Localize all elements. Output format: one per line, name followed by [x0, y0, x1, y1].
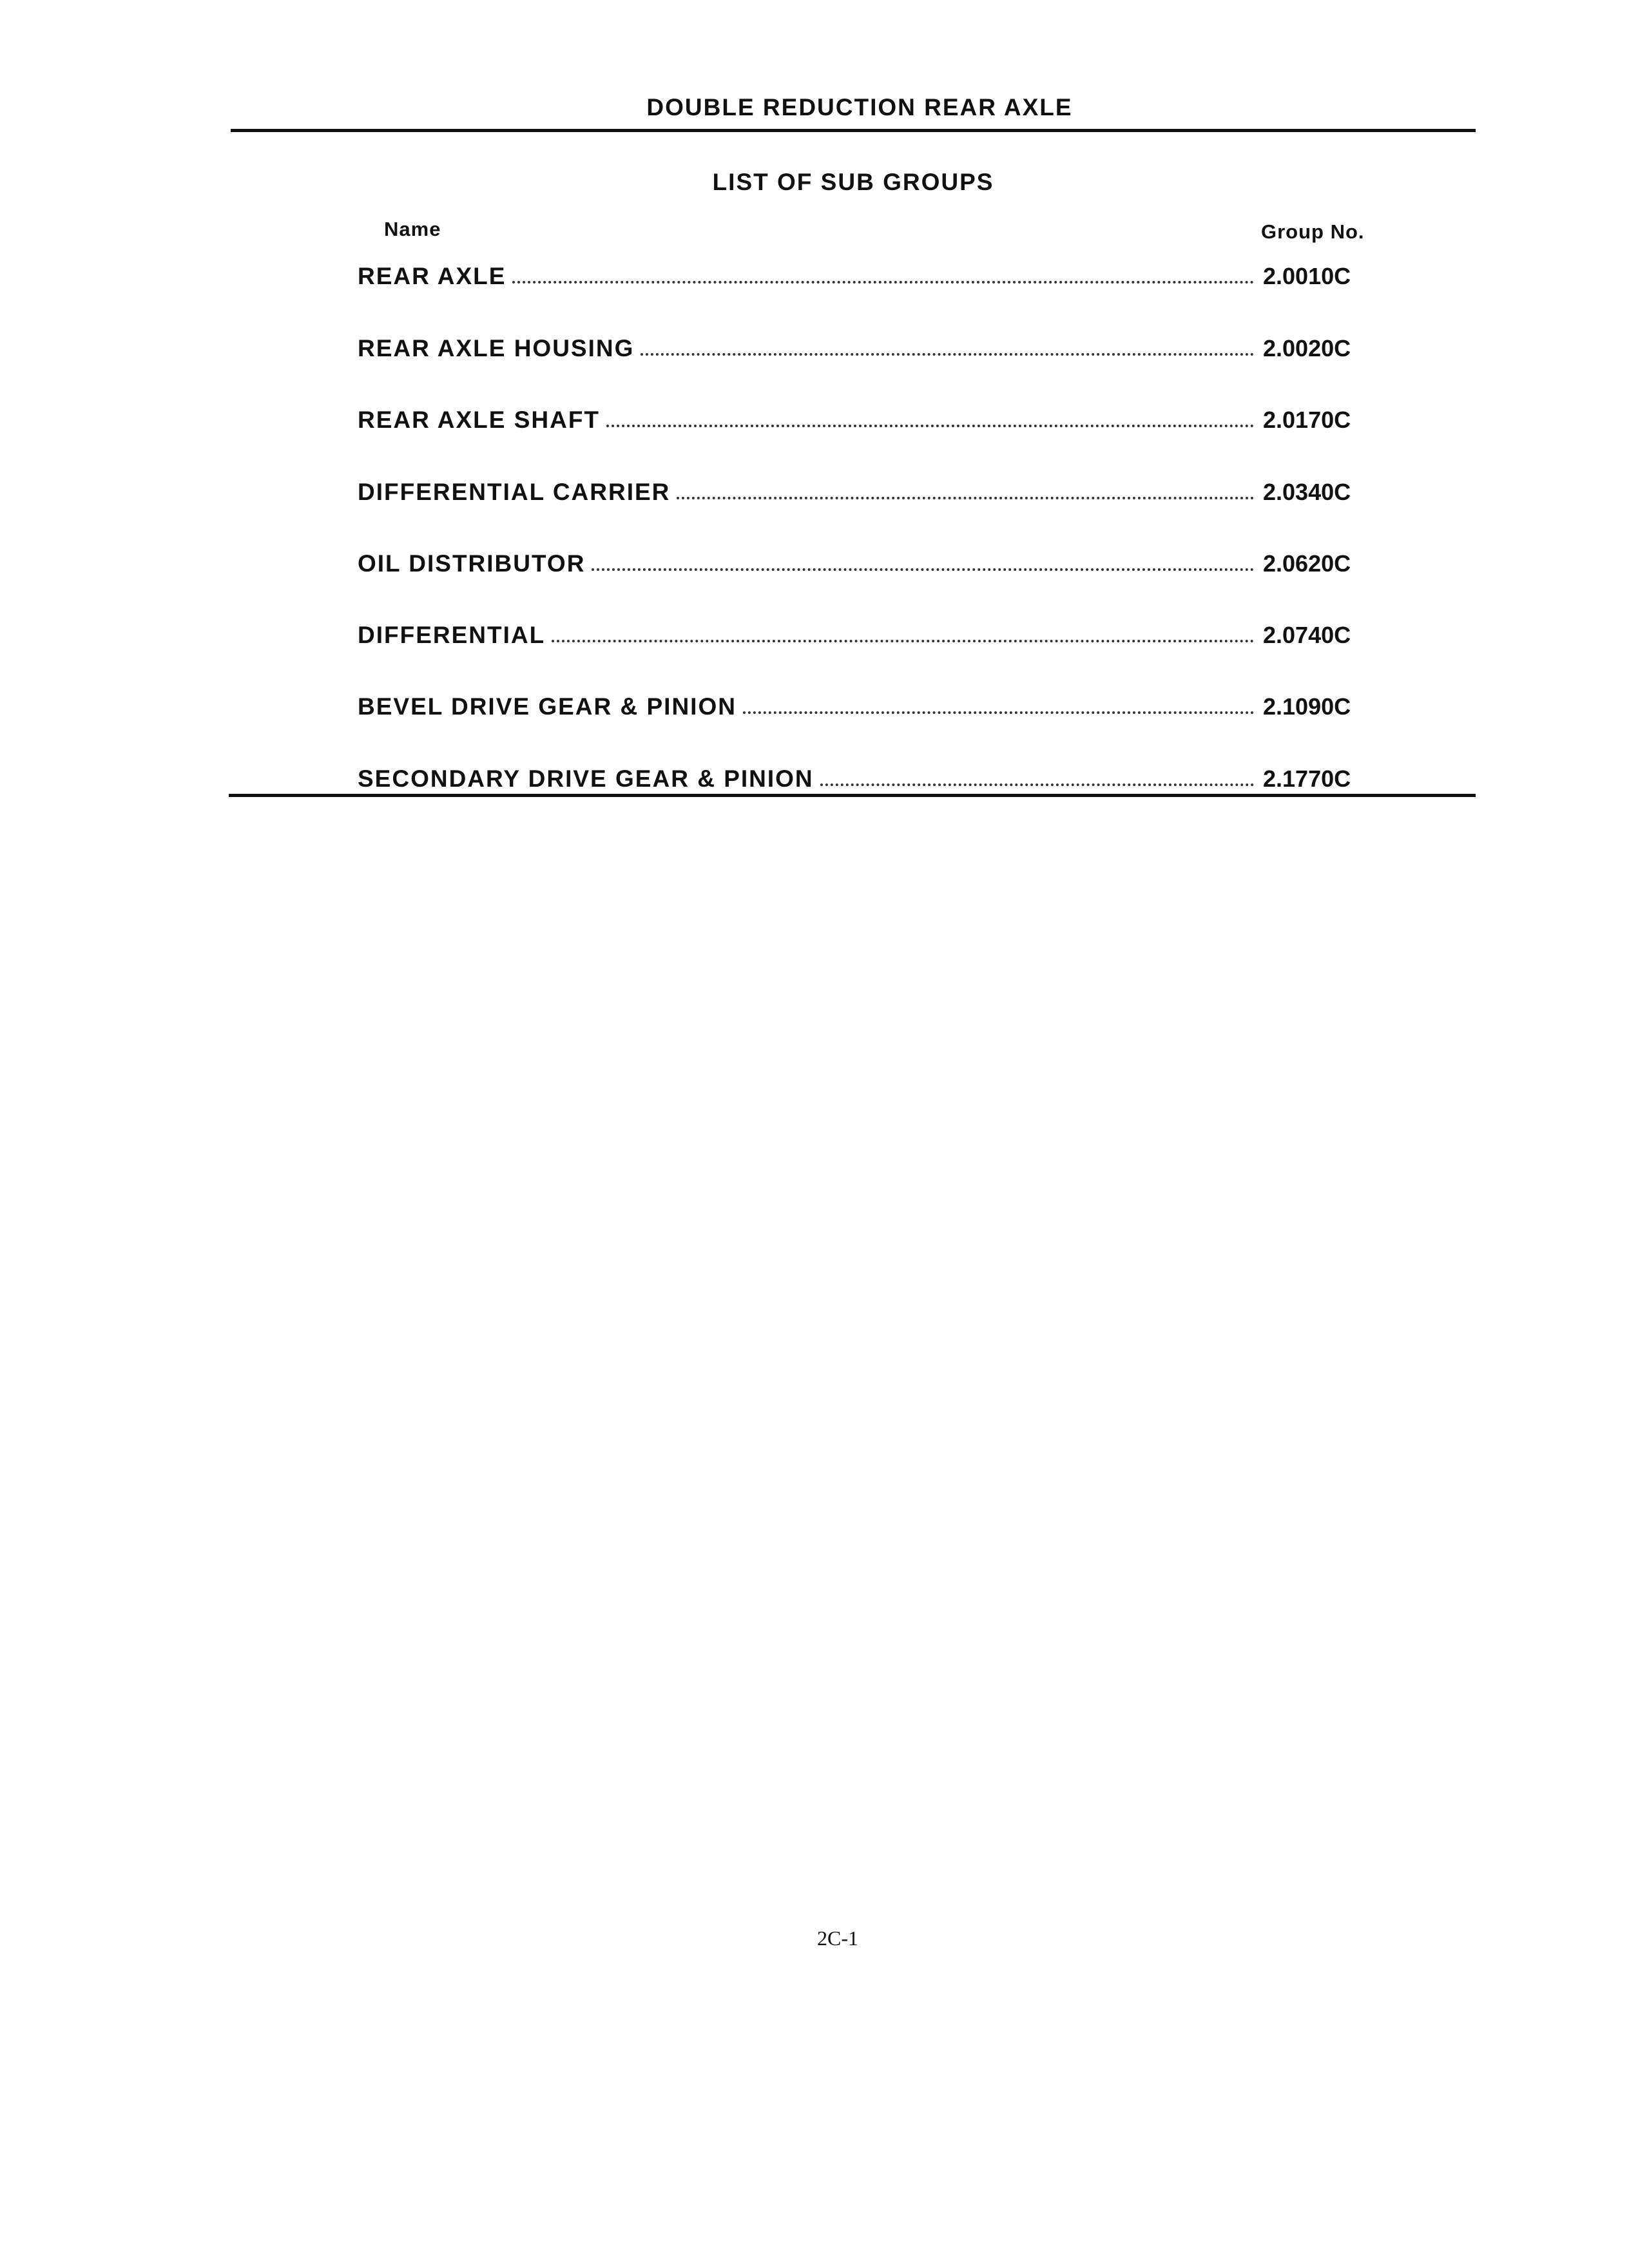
dot-leader	[606, 425, 1254, 427]
item-name: BEVEL DRIVE GEAR & PINION	[358, 693, 737, 720]
list-item	[358, 688, 1360, 720]
list-item	[358, 330, 1360, 362]
item-name: REAR AXLE HOUSING	[358, 335, 635, 361]
list-heading: LIST OF SUB GROUPS	[712, 169, 994, 195]
group-column-header: Group No.	[1261, 220, 1365, 243]
item-name: OIL DISTRIBUTOR	[358, 550, 586, 577]
dot-leader	[592, 568, 1254, 571]
list-item	[358, 545, 1360, 577]
item-group-number: 2.0020C	[1263, 335, 1351, 361]
item-name: DIFFERENTIAL CARRIER	[358, 479, 671, 505]
item-name: SECONDARY DRIVE GEAR & PINION	[358, 765, 814, 792]
item-group-number: 2.0740C	[1263, 622, 1351, 648]
dot-leader	[512, 281, 1254, 284]
list-item	[358, 474, 1360, 506]
item-group-number: 2.0010C	[1263, 263, 1351, 289]
item-group-number: 2.1770C	[1263, 765, 1351, 792]
name-column-header: Name	[384, 218, 441, 240]
page-title: DOUBLE REDUCTION REAR AXLE	[646, 94, 1073, 120]
list-item	[358, 258, 1360, 290]
dot-leader	[743, 711, 1254, 714]
item-name: DIFFERENTIAL	[358, 622, 546, 648]
dot-leader	[820, 783, 1254, 786]
dot-leader	[552, 640, 1254, 642]
list-item	[358, 760, 1360, 793]
item-group-number: 2.1090C	[1263, 693, 1351, 720]
dot-leader	[677, 497, 1254, 499]
item-name: REAR AXLE	[358, 263, 506, 289]
item-group-number: 2.0340C	[1263, 479, 1351, 505]
page-header	[231, 90, 1476, 132]
list-item	[358, 617, 1360, 649]
item-group-number: 2.0170C	[1263, 407, 1351, 433]
item-group-number: 2.0620C	[1263, 550, 1351, 577]
list-item	[358, 401, 1360, 434]
page-number: 2C-1	[817, 1927, 858, 1950]
bottom-rule	[229, 794, 1476, 797]
item-name: REAR AXLE SHAFT	[358, 407, 601, 433]
dot-leader	[641, 353, 1254, 356]
